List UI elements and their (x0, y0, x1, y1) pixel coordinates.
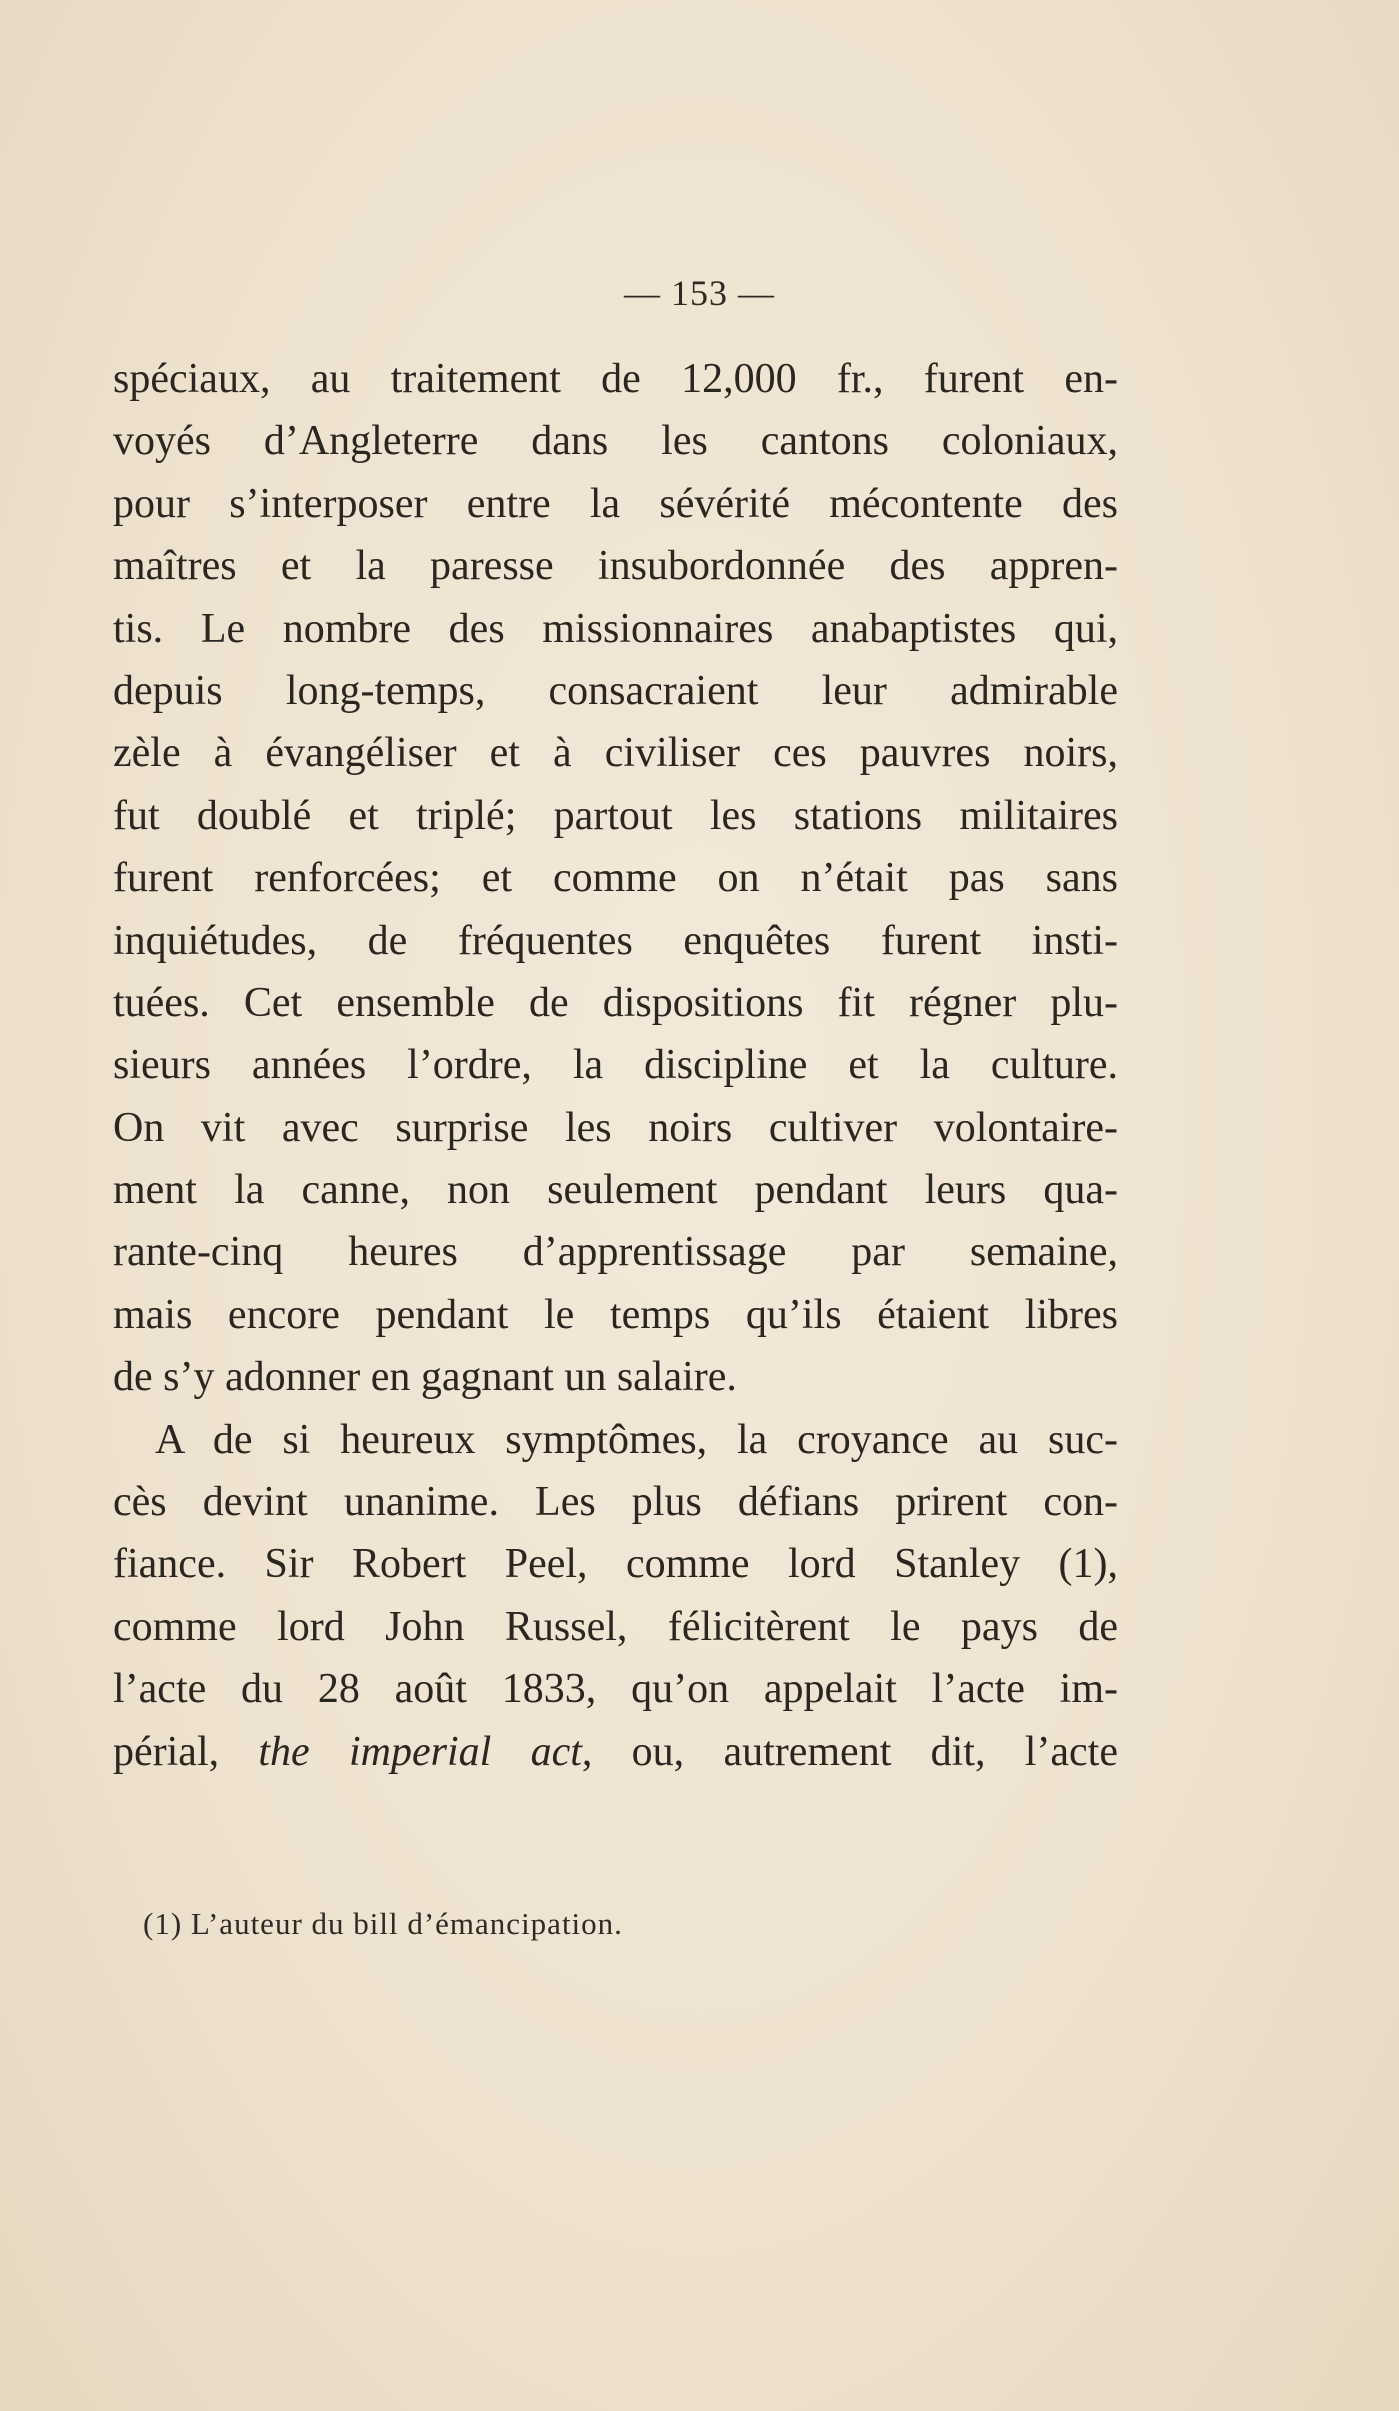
text-line-3: pour s’interposer entre la sévérité mécontente des (113, 480, 1118, 527)
text-line-16: mais encore pendant le temps qu’ils étaient libres (113, 1291, 1118, 1338)
text-line-12: sieurs années l’ordre, la discipline et la culture. (113, 1042, 1118, 1089)
text-line-2: voyés d’Angleterre dans les cantons coloniaux, (113, 418, 1118, 465)
text-line-11: tuées. Cet ensemble de dispositions fit régner plu- (113, 979, 1118, 1026)
text-line-13: On vit avec surprise les noirs cultiver volontaire- (113, 1104, 1118, 1151)
text-line-19: cès devint unanime. Les plus défians prirent con- (113, 1479, 1118, 1526)
text-line-22: l’acte du 28 août 1833, qu’on appelait l’acte im- (113, 1666, 1118, 1713)
footnote: (1) L’auteur du bill d’émancipation. (143, 1906, 623, 1941)
text-line-21: comme lord John Russel, félicitèrent le pays de (113, 1603, 1118, 1650)
text-line-4: maîtres et la paresse insubordonnée des appren- (113, 543, 1118, 590)
text-line-15: rante-cinq heures d’apprentissage par semaine, (113, 1229, 1118, 1276)
text-line-7: zèle à évangéliser et à civiliser ces pauvres noirs, (113, 730, 1118, 777)
text-line-1: spéciaux, au traitement de 12,000 fr., furent en- (113, 356, 1118, 402)
text-line-10: inquiétudes, de fréquentes enquêtes furent insti- (113, 917, 1118, 964)
text-line-6: depuis long-temps, consacraient leur admirable (113, 667, 1118, 714)
text-line-23 (113, 1721, 1118, 1783)
text-line-18: A de si heureux symptômes, la croyance au suc- (155, 1416, 1118, 1463)
text-line-5: tis. Le nombre des missionnaires anabaptistes qui, (113, 605, 1118, 652)
text-line-9: furent renforcées; et comme on n’était pas sans (113, 855, 1118, 902)
text-line-20: fiance. Sir Robert Peel, comme lord Stanley (1), (113, 1541, 1118, 1588)
text-line-8: fut doublé et triplé; partout les stations militaires (113, 792, 1118, 839)
text-line-17: de s’y adonner en gagnant un salaire. (113, 1354, 737, 1401)
text-line-23-start: périal, (113, 1728, 259, 1775)
text-line-23-end: , ou, autrement dit, l’acte (581, 1728, 1118, 1775)
page-number: — 153 — (624, 273, 775, 313)
italic-phrase: the imperial act (258, 1728, 582, 1775)
body-text (113, 348, 1118, 1783)
text-line-14: ment la canne, non seulement pendant leurs qua- (113, 1167, 1118, 1214)
